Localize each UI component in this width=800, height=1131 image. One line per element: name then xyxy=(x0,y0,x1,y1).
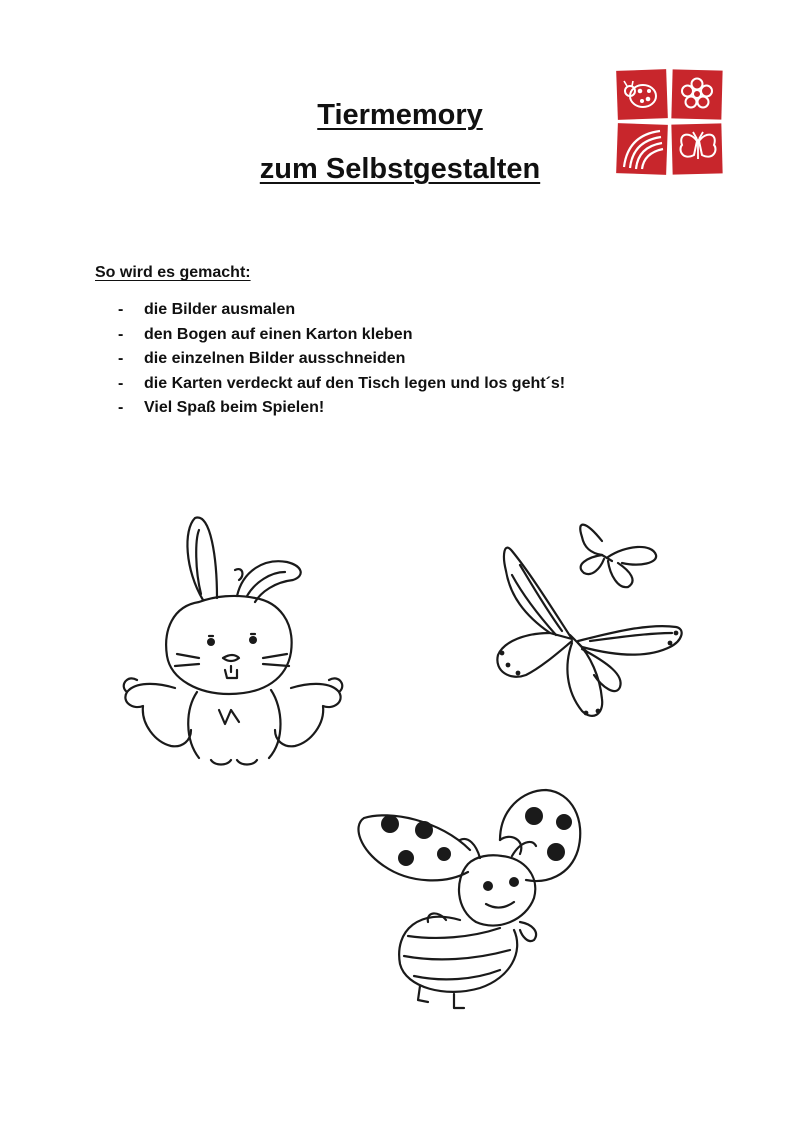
ladybug-icon xyxy=(616,69,668,120)
list-item xyxy=(118,298,565,323)
list-item xyxy=(118,347,565,372)
bullet-dash: - xyxy=(118,325,124,343)
instruction-list xyxy=(118,298,565,421)
instructions-heading: So wird es gemacht: xyxy=(95,264,251,281)
ladybug-drawing xyxy=(350,780,590,1010)
page-title-line-2: zum Selbstgestalten xyxy=(259,153,541,185)
butterflies-drawing xyxy=(490,515,690,725)
page-title-line-1: Tiermemory xyxy=(317,99,483,131)
list-item xyxy=(118,323,565,348)
flower-icon xyxy=(671,69,722,119)
large-butterfly xyxy=(497,548,681,716)
bullet-dash: - xyxy=(118,301,124,318)
rainbow-icon xyxy=(616,123,668,175)
logo xyxy=(616,69,724,175)
bullet-dash: - xyxy=(118,374,124,392)
list-item xyxy=(118,396,565,421)
butterfly-icon xyxy=(671,123,722,174)
step-text: Viel Spaß beim Spielen! xyxy=(144,399,325,416)
step-text: die Bilder ausmalen xyxy=(144,301,296,318)
step-text: den Bogen auf einen Karton kleben xyxy=(144,325,413,343)
step-text: die Karten verdeckt auf den Tisch legen und los geht´s! xyxy=(144,374,566,392)
small-butterfly xyxy=(580,525,656,588)
bullet-dash: - xyxy=(118,399,124,416)
bunny-drawing xyxy=(115,510,355,775)
list-item xyxy=(118,372,565,397)
bullet-dash: - xyxy=(118,350,124,367)
step-text: die einzelnen Bilder ausschneiden xyxy=(144,350,406,367)
